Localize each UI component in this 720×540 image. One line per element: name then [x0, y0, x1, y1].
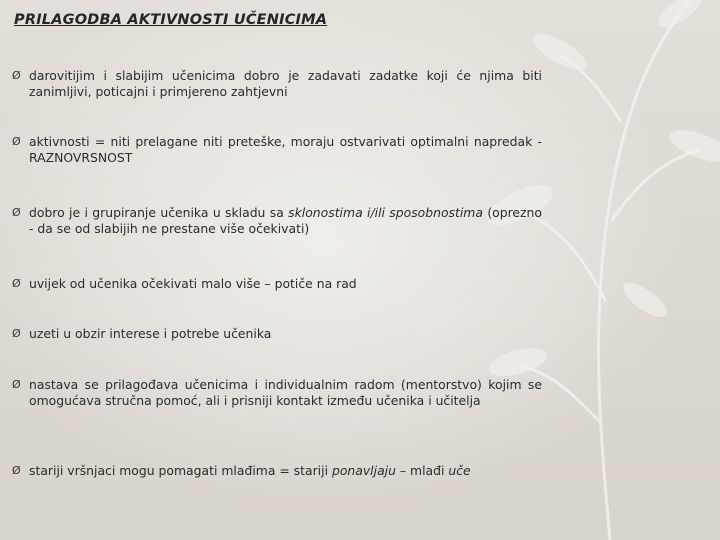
- bullet-item: [12, 134, 542, 166]
- bullet-item: [12, 276, 542, 292]
- bullet-run: (oprezno - da se od slabijih ne prestane više očekivati): [29, 205, 542, 236]
- bullet-item: [12, 205, 542, 237]
- bullet-run: dobro je i grupiranje učenika u skladu sa: [29, 205, 289, 220]
- bullet-item: [12, 326, 542, 342]
- bullet-arrow-icon: Ø: [12, 378, 21, 391]
- bullet-text: [12, 68, 542, 100]
- bullet-arrow-icon: Ø: [12, 464, 21, 477]
- bullet-item: [12, 68, 542, 100]
- bullet-text: [12, 377, 542, 409]
- bullet-arrow-icon: Ø: [12, 135, 21, 148]
- bullet-text: [12, 276, 542, 292]
- bullet-emphasis: uče: [448, 463, 471, 478]
- bullet-text: [12, 205, 542, 237]
- bullet-text: [12, 134, 542, 166]
- bullet-text: [12, 463, 542, 479]
- bullet-item: [12, 377, 542, 409]
- bullet-item: [12, 463, 542, 479]
- bullet-run: aktivnosti = niti prelagane niti preteške, moraju ostvarivati optimalni napredak - RAZNOVRSNOST: [29, 134, 542, 165]
- slide-title: PRILAGODBA AKTIVNOSTI UČENICIMA: [14, 12, 328, 28]
- bullet-run: – mlađi: [395, 463, 449, 478]
- bullet-run: stariji vršnjaci mogu pomagati mlađima = stariji: [29, 463, 332, 478]
- bullet-run: uvijek od učenika očekivati malo više – potiče na rad: [29, 276, 357, 291]
- bullet-run: uzeti u obzir interese i potrebe učenika: [29, 326, 272, 341]
- bullet-arrow-icon: Ø: [12, 327, 21, 340]
- bullet-emphasis: ponavljaju: [331, 463, 396, 478]
- bullet-text: [12, 326, 542, 342]
- bullet-arrow-icon: Ø: [12, 69, 21, 82]
- bullet-arrow-icon: Ø: [12, 277, 21, 290]
- bullet-run: nastava se prilagođava učenicima i individualnim radom (mentorstvo) kojim se omogućava stručna pomoć, ali i prisniji kontakt između učenika i učitelja: [29, 377, 542, 408]
- bullet-run: darovitijim i slabijim učenicima dobro je zadavati zadatke koji će njima biti zanimljivi, poticajni i primjereno zahtjevni: [29, 68, 542, 99]
- bullet-arrow-icon: Ø: [12, 206, 21, 219]
- bullet-emphasis: sklonostima i/ili sposobnostima: [288, 205, 483, 220]
